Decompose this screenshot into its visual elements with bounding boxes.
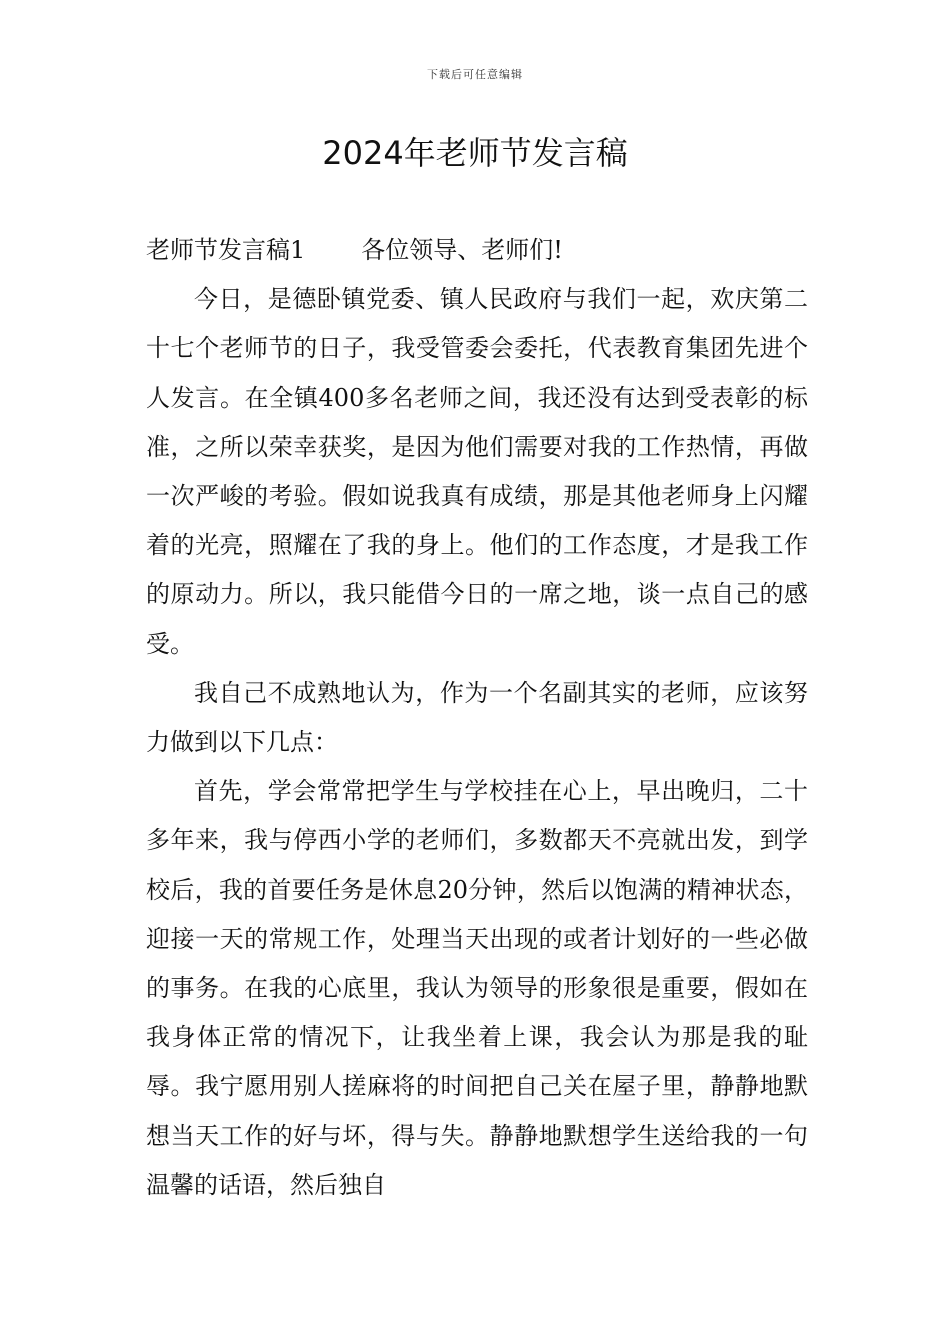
page-header-note: 下载后可任意编辑 bbox=[427, 68, 523, 81]
paragraph-3: 首先，学会常常把学生与学校挂在心上，早出晚归，二十多年来，我与停西小学的老师们，多数都天不亮就出发，到学校后，我的首要任务是休息20分钟，然后以饱满的精神状态，迎接一天的常规工作，处理当天出现的或者计划好的一些必做的事务。在我的心底里，我认为领导的形象很是重要，假如在我身体正常的情况下，让我坐着上课，我会认为那是我的耻辱。我宁愿用别人搓麻将的时间把自己关在屋子里，静静地默想当天工作的好与坏，得与失。静静地默想学生送给我的一句温馨的话语，然后独自 bbox=[146, 777, 808, 1199]
paragraph-2: 我自己不成熟地认为，作为一个名副其实的老师，应该努力做到以下几点： bbox=[146, 678, 808, 757]
document-title: 2024年老师节发言稿 bbox=[322, 134, 628, 172]
paragraph-1: 今日，是德卧镇党委、镇人民政府与我们一起，欢庆第二十七个老师节的日子，我受管委会委托，代表教育集团先进个人发言。在全镇400多名老师之间，我还没有达到受表彰的标准，之所以荣幸获奖，是因为他们需要对我的工作热情，再做一次严峻的考验。假如说我真有成绩，那是其他老师身上闪耀着的光亮，照耀在了我的身上。他们的工作态度，才是我工作的原动力。所以，我只能借今日的一席之地，谈一点自己的感受。 bbox=[146, 285, 808, 658]
salutation: 各位领导、老师们! bbox=[361, 236, 563, 264]
speech-subheading: 老师节发言稿1 bbox=[146, 236, 306, 264]
document-body bbox=[146, 226, 808, 1210]
opening-line bbox=[146, 226, 808, 275]
